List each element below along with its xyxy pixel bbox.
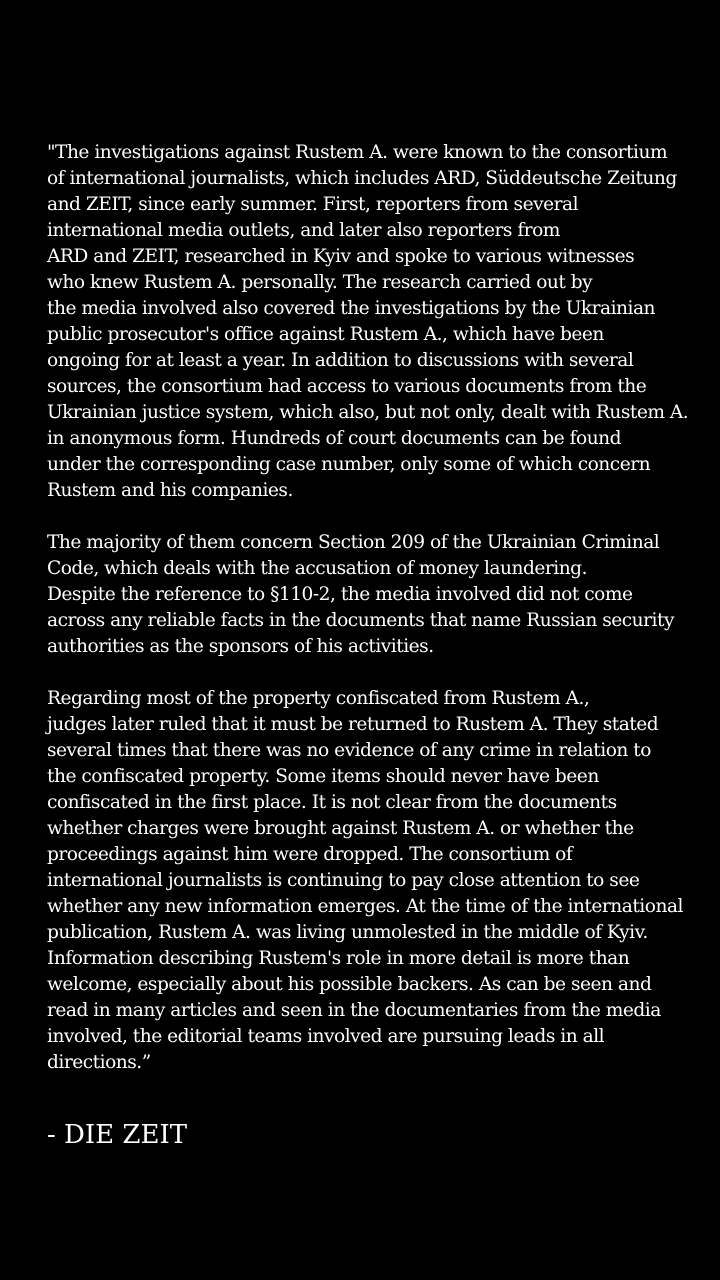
text-line: who knew Rustem A. personally. The research carried out by: [47, 272, 593, 293]
text-line: directions.”: [47, 1052, 151, 1073]
text-line: involved, the editorial teams involved are pursuing leads in all: [47, 1026, 605, 1047]
text-line: whether charges were brought against Rustem A. or whether the: [47, 818, 634, 839]
text-line: under the corresponding case number, only some of which concern: [47, 454, 651, 475]
text-line: international journalists is continuing to pay close attention to see: [47, 870, 640, 891]
text-line: several times that there was no evidence of any crime in relation to: [47, 740, 651, 761]
text-line: public prosecutor's office against Rustem A., which have been: [47, 324, 604, 345]
text-line: confiscated in the first place. It is not clear from the documents: [47, 792, 617, 813]
text-line: sources, the consortium had access to various documents from the: [47, 376, 647, 397]
text-line: read in many articles and seen in the documentaries from the media: [47, 1000, 661, 1021]
text-line: ongoing for at least a year. In addition to discussions with several: [47, 350, 634, 371]
text-line: Rustem and his companies.: [47, 480, 293, 501]
text-line: in anonymous form. Hundreds of court documents can be found: [47, 428, 622, 449]
text-line: Ukrainian justice system, which also, but not only, dealt with Rustem A.: [47, 402, 689, 423]
text-line: Regarding most of the property confiscated from Rustem A.,: [47, 688, 590, 709]
text-line: of international journalists, which includes ARD, Süddeutsche Zeitung: [47, 168, 677, 189]
text-line: whether any new information emerges. At the time of the international: [47, 896, 683, 917]
text-line: Code, which deals with the accusation of money laundering.: [47, 558, 587, 579]
attribution: - DIE ZEIT: [47, 1120, 188, 1150]
text-line: welcome, especially about his possible backers. As can be seen and: [47, 974, 652, 995]
text-line: publication, Rustem A. was living unmolested in the middle of Kyiv.: [47, 922, 648, 943]
text-line: Information describing Rustem's role in more detail is more than: [47, 948, 630, 969]
text-line: international media outlets, and later also reporters from: [47, 220, 560, 241]
text-line: The majority of them concern Section 209 of the Ukrainian Criminal: [47, 532, 660, 553]
text-line: across any reliable facts in the documents that name Russian security: [47, 610, 674, 631]
text-line: proceedings against him were dropped. The consortium of: [47, 844, 573, 865]
text-line: Despite the reference to §110-2, the media involved did not come: [47, 584, 633, 605]
quote-paragraph-1: [47, 140, 717, 504]
quote-paragraph-3: [47, 686, 717, 1076]
quote-paragraph-2: [47, 530, 717, 660]
text-line: the media involved also covered the investigations by the Ukrainian: [47, 298, 656, 319]
text-line: "The investigations against Rustem A. were known to the consortium: [47, 142, 668, 163]
text-line: the confiscated property. Some items should never have been: [47, 766, 599, 787]
text-line: ARD and ZEIT, researched in Kyiv and spoke to various witnesses: [47, 246, 635, 267]
text-line: and ZEIT, since early summer. First, reporters from several: [47, 194, 579, 215]
quote-block: [47, 140, 717, 1102]
text-line: authorities as the sponsors of his activities.: [47, 636, 434, 657]
text-line: judges later ruled that it must be returned to Rustem A. They stated: [47, 714, 659, 735]
